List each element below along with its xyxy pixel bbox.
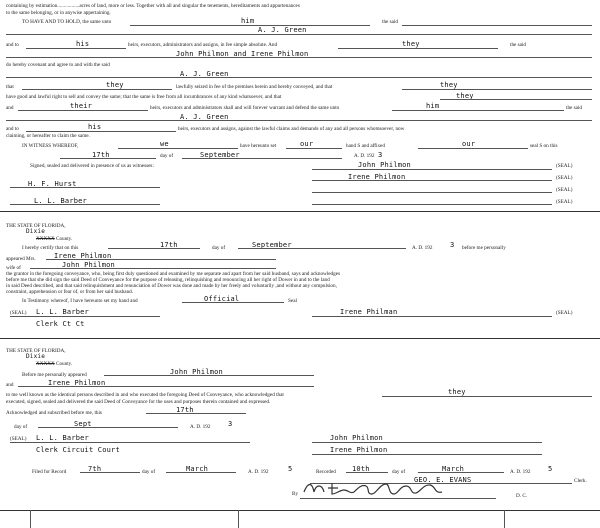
filed-day: 7th <box>88 465 102 473</box>
grantor-names: John Philmon and Irene Philmon <box>176 50 309 58</box>
ack1-body-3: in said Deed described, and that said relinquishment and renunciation of Dower was done and made by her freely and voluntarily ,and without any compulsion, <box>6 283 337 289</box>
deed-year: 3 <box>378 151 383 159</box>
his-2: his <box>88 123 102 131</box>
good-right-text: have good and lawful right to sell and convey the same; that the same is free from all incumbrances of any kind whatsoever, and that <box>6 94 282 100</box>
wife-of-text: wife of <box>6 265 21 271</box>
state-label-1: THE STATE OF FLORIDA, <box>6 223 66 229</box>
seal-2: (SEAL) <box>556 175 573 181</box>
they-3: they <box>440 81 458 89</box>
filed-text: Filed for Record <box>32 469 67 475</box>
ack1-day-of: day of <box>212 245 226 251</box>
recorded-ad: A. D. 192 <box>510 469 531 475</box>
and-label: and <box>6 105 14 111</box>
bottom-tick-1 <box>30 510 31 528</box>
recorded-text: Recorded <box>316 469 336 475</box>
ack1-year: 3 <box>450 241 455 249</box>
their-text: their <box>70 102 93 110</box>
ack1-body-2: before me that she did sign the said Deed of Conveyance for the purpose of releasing, relinquishing and renouncing all her right of Dower in and to the land <box>6 277 330 283</box>
witness-2: L. L. Barber <box>34 197 87 205</box>
day-of-label: day of <box>160 153 174 159</box>
appeared-text: appeared Mrs. <box>6 256 36 262</box>
against-text: heirs, executors and assigns, against the lawful claims and demands of any and all persons whomsoever, now <box>178 126 405 132</box>
ack2-clerk-title: Clerk Circuit Court <box>36 446 120 454</box>
deputy-signature <box>300 478 450 498</box>
recorded-day-of: day of <box>392 469 406 475</box>
filed-month: March <box>186 465 209 473</box>
before-me-text: before me personally <box>462 245 506 251</box>
bottom-rule <box>0 510 600 511</box>
they-2: they <box>106 81 124 89</box>
ack1-ad: A. D. 192 <box>412 245 433 251</box>
the-said-label: the said <box>382 19 398 25</box>
state-label-2: THE STATE OF FLORIDA, <box>6 348 66 354</box>
county-struck-2: XXXXX <box>36 361 55 367</box>
by-label: By <box>292 491 299 497</box>
grantor-signature-1: John Philmon <box>358 161 411 169</box>
dc-label: D. C. <box>516 493 528 499</box>
our-1: our <box>300 140 314 148</box>
filed-ad: A. D. 192 <box>248 469 269 475</box>
seal-word: Seal <box>288 298 297 304</box>
ack1-month: September <box>252 241 292 249</box>
the-said-2: the said <box>510 42 526 48</box>
ack1-name: Irene Philmon <box>54 252 112 260</box>
witness-text: IN WITNESS WHEREOF, <box>22 143 79 149</box>
official-text: Official <box>204 295 240 303</box>
ack1-body-4: constraint, apprehension or fear of, or from her said husband. <box>6 289 134 295</box>
ack2-seal-label: (SEAL) <box>10 436 27 442</box>
ack1-body-1: the grantor in the foregoing conveyance, who, being first duly questioned and examined by me separate and apart from her said husband, says and acknowledges <box>6 271 341 277</box>
deed-line-2: to the same belonging, or in anywise appertaining. <box>6 10 111 16</box>
that-label: that <box>6 84 14 90</box>
section-divider-1 <box>0 211 600 212</box>
deed-line-1: containing by estimation.................acres of land, more or less. Together with all and singular the tenements, hereditaments and appurtenances <box>6 3 300 9</box>
testimony-text: In Testimony whereof, I have hereunto set my hand and <box>22 298 138 304</box>
claiming-text: claiming, or hereafter to claim the same. <box>6 133 90 139</box>
bottom-tick-3 <box>504 510 505 528</box>
county-label-2: County. <box>56 361 73 367</box>
ack2-ad: A. D. 192 <box>190 424 211 430</box>
they-1: they <box>402 40 420 48</box>
witness-1: H. F. Hurst <box>28 180 77 188</box>
ack2-month: Sept <box>74 420 92 428</box>
ack1-signer: Irene Philman <box>340 308 398 316</box>
acknowledged-text: Acknowledged and subscribed before me, this <box>6 410 102 416</box>
bottom-tick-2 <box>238 510 239 528</box>
certify-text: I hereby certify that on this <box>22 245 79 251</box>
ack2-and: and <box>6 382 14 388</box>
and-to-label: and to <box>6 42 19 48</box>
section-divider-2 <box>0 338 600 339</box>
executed-text: executed, signed, sealed and delivered the said Deed of Conveyance for the uses and purposes therein contained and expressed. <box>6 399 271 405</box>
ack2-year: 3 <box>228 420 233 428</box>
seal-4: (SEAL) <box>556 199 573 205</box>
clerk-label: Clerk. <box>574 478 587 484</box>
ack2-day-of: day of <box>14 424 28 430</box>
county-struck-1: XXXXX <box>36 236 55 242</box>
ack2-clerk-name: L. L. Barber <box>36 434 89 442</box>
deed-day: 17th <box>92 151 110 159</box>
grantor-signature-2: Irene Philmon <box>348 173 406 181</box>
his-text: his <box>76 40 90 48</box>
habendum-text: TO HAVE AND TO HOLD, the same unto <box>22 19 112 25</box>
filed-year: 5 <box>288 465 293 473</box>
ack2-they: they <box>448 388 466 396</box>
grantee-him: him <box>241 17 255 25</box>
deed-month: September <box>200 151 240 159</box>
seal-3: (SEAL) <box>556 187 573 193</box>
grantee-name-3: A. J. Green <box>180 113 229 121</box>
our-2: our <box>462 140 476 148</box>
ack1-clerk-title: Clerk Ct Ct <box>36 320 85 328</box>
filed-day-of: day of <box>142 469 156 475</box>
ad-label: A. D. 192 <box>354 153 375 159</box>
seal-1: (SEAL) <box>556 163 573 169</box>
signed-text: Signed, sealed and delivered in presence of us as witnesses: <box>30 163 154 169</box>
seals-this-text: seal S on this <box>530 143 558 149</box>
ack1-husband: John Philmon <box>62 261 115 269</box>
and-to-2: and to <box>6 126 19 132</box>
ack2-day: 17th <box>176 406 194 414</box>
hand-affixed-text: hand S and affixed <box>346 143 385 149</box>
before-text: Before me personally appeared <box>22 372 87 378</box>
county-name-2: Dixie <box>26 353 46 360</box>
recorded-day: 10th <box>352 465 370 473</box>
ack1-day: 17th <box>160 241 178 249</box>
warrant-text: heirs, executors and administrators shall and will forever warrant and defend the same unto <box>150 105 340 111</box>
they-4: they <box>456 92 474 100</box>
recorded-year: 5 <box>548 465 553 473</box>
ack1-clerk-name: L. L. Barber <box>36 308 89 316</box>
ack1-seal-label: (SEAL) <box>10 310 27 316</box>
ack2-name-2: Irene Philmon <box>48 379 106 387</box>
county-label-1: County. <box>56 236 73 242</box>
ack2-name-1: John Philmon <box>170 368 223 376</box>
recorded-month: March <box>442 465 465 473</box>
grantee-name-2: A. J. Green <box>180 70 229 78</box>
seized-text: lawfully seized in fee of the premises herein and hereby conveyed, and that <box>176 84 333 90</box>
ack2-sig-2: Irene Philmon <box>330 446 388 454</box>
county-name-1: Dixie <box>26 228 46 235</box>
fee-simple-text: heirs, executors, administrators and assigns, in fee simple absolute. And <box>128 42 278 48</box>
known-text: to me well known as the identical persons described in and who executed the foregoing Deed of Conveyance, who acknowledged that <box>6 392 284 398</box>
ack1-signer-seal: (SEAL) <box>556 310 573 316</box>
grantee-name: A. J. Green <box>258 26 307 34</box>
ack2-sig-1: John Philmon <box>330 434 383 442</box>
him-2: him <box>426 102 440 110</box>
clerk-name: GEO. E. EVANS <box>414 476 472 484</box>
hereunto-text: have hereunto set <box>240 143 277 149</box>
covenant-text: do hereby covenant and agree to and with the said <box>6 62 110 68</box>
we-text: we <box>160 140 169 148</box>
the-said-3: the said <box>566 105 582 111</box>
